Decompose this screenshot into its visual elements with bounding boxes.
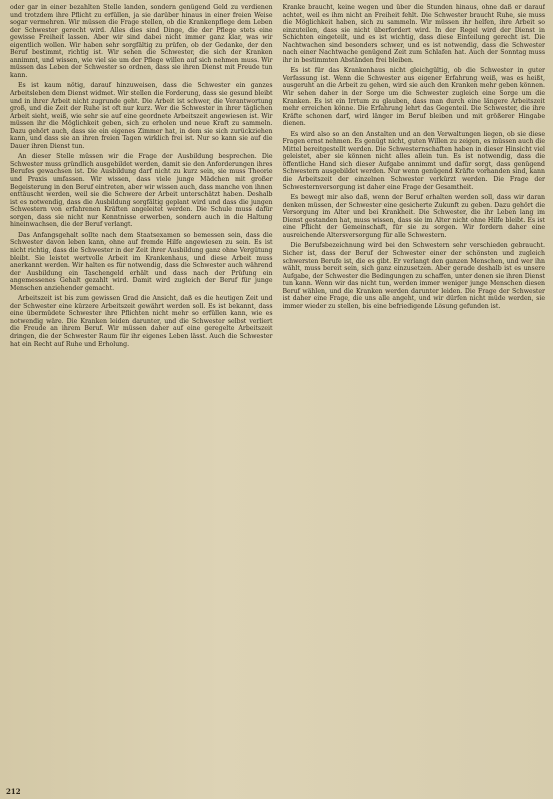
right-column bbox=[283, 4, 546, 784]
left-column bbox=[10, 4, 273, 784]
paragraph: Kranke braucht, keine wegen und über die Stunden hinaus, ohne daß er darauf achtet, weil es ihm nicht an Freiheit fehlt. Die Schwester braucht Ruhe, sie muss die Möglichkeit haben, sich zu sammeln. Wir müssen ihr helfen, ihre Arbeit so einzuteilen, dass sie nicht überfordert wird. In der Regel wird der Dienst in Schichten eingeteilt, und es ist wichtig, dass diese Einteilung gerecht ist. Die Nachtwachen sind besonders schwer, und es ist notwendig, dass die Schwester nach einer Nachtwache genügend Zeit zum Schlafen hat. Auch der Sonntag muss ihr in bestimmten Abständen frei bleiben. bbox=[282, 4, 545, 64]
paragraph: Arbeitszeit ist bis zum gewissen Grad die Ansicht, daß es die heutigen Zeit und der Schwester eine kürzere Arbeitszeit gewährt werden soll. Es ist bekannt, dass eine übermüdete Schwester ihre Pflichten nicht mehr so erfüllen kann, wie es notwendig wäre. Die Kranken leiden darunter, und die Schwester selbst verliert die Freude an ihrem Beruf. Wir müssen daher auf eine geregelte Arbeitszeit dringen, die der Schwester Raum für ihr eigenes Leben lässt. Auch die Schwester hat ein Recht auf Ruhe und Erholung. bbox=[10, 295, 273, 348]
paragraph: Das Anfangsgehalt sollte nach dem Staatsexamen so bemessen sein, dass die Schwester davon leben kann, ohne auf fremde Hilfe angewiesen zu sein. Es ist nicht richtig, dass die Schwester in der Zeit ihrer Ausbildung ganz ohne Vergütung bleibt. Sie leistet wertvolle Arbeit im Krankenhaus, und diese Arbeit muss anerkannt werden. Wir halten es für notwendig, dass die Schwester auch während der Ausbildung ein Taschengeld erhält und dass nach der Prüfung ein angemessenes Gehalt gezahlt wird. Damit wird zugleich der Beruf für junge Menschen anziehender gemacht. bbox=[10, 231, 273, 292]
paragraph: oder gar in einer bezahlten Stelle landen, sondern genügend Geld zu verdienen und trotzdem ihre Pflicht zu erfüllen, ja sie darüber hinaus in einer freien Weise sogar vermehren. Wir müssen die Frage stellen, ob die Krankenpflege dem Leben der Schwester gerecht wird. Alles dies sind Dinge, die der Pflege stets eine gewisse Freiheit lassen. Aber wir sind dabei nicht immer ganz klar, was wir eigentlich wollen. Wir haben sehr sorgfältig zu prüfen, ob der Gedanke, der den Beruf bestimmt, richtig ist. Wir sehen die Schwester, die sich der Kranken annimmt, und wissen, wie viel sie um der Pflege willen auf sich nehmen muss. Wir müssen das Leben der Schwester so ordnen, dass sie ihren Dienst mit Freude tun kann. bbox=[10, 4, 273, 79]
paragraph: Es wird also so an den Anstalten und an den Verwaltungen liegen, ob sie diese Fragen ernst nehmen. Es genügt nicht, guten Willen zu zeigen, es müssen auch die Mittel bereitgestellt werden. Die Schwesternschaften haben in dieser Hinsicht viel geleistet, aber sie können nicht alles allein tun. Es ist notwendig, dass die öffentliche Hand sich dieser Aufgabe annimmt und dafür sorgt, dass genügend Schwestern ausgebildet werden. Nur wenn genügend Kräfte vorhanden sind, kann die Arbeitszeit der einzelnen Schwester verkürzt werden. Die Frage der Schwesternversorgung ist daher eine Frage der Gesamtheit. bbox=[282, 130, 545, 191]
paragraph: Es bewegt mir also daß, wenn der Beruf erhalten werden soll, dass wir daran denken müssen, der Schwester eine gesicherte Zukunft zu geben. Dazu gehört die Versorgung im Alter und bei Krankheit. Die Schwester, die ihr Leben lang im Dienst gestanden hat, muss wissen, dass sie im Alter nicht ohne Hilfe bleibt. Es ist eine Pflicht der Gemeinschaft, für sie zu sorgen. Wir fordern daher eine ausreichende Altersversorgung für alle Schwestern. bbox=[282, 194, 545, 239]
paragraph: Die Berufsbezeichnung wird bei den Schwestern sehr verschieden gebraucht. Sicher ist, dass der Beruf der Schwester einer der schönsten und zugleich schwersten Berufe ist, die es gibt. Er verlangt den ganzen Menschen, und wer ihn wählt, muss bereit sein, sich ganz einzusetzen. Aber gerade deshalb ist es unsere Aufgabe, der Schwester die Bedingungen zu schaffen, unter denen sie ihren Dienst tun kann. Wenn wir das nicht tun, werden immer weniger junge Menschen diesen Beruf wählen, und die Kranken werden darunter leiden. Die Frage der Schwester ist daher eine Frage, die uns alle angeht, und wir dürfen nicht müde werden, sie immer wieder zu stellen, bis eine befriedigende Lösung gefunden ist. bbox=[282, 242, 545, 310]
text-columns bbox=[10, 4, 545, 784]
paragraph: Es ist für das Krankenhaus nicht gleichgültig, ob die Schwester in guter Verfassung ist. Wenn die Schwester aus eigener Erfahrung weiß, was es heißt, ausgeruht an die Arbeit zu gehen, wird sie auch den Kranken mehr geben können. Wir sehen daher in der Sorge um die Schwester zugleich eine Sorge um die Kranken. Es ist ein Irrtum zu glauben, dass man durch eine längere Arbeitszeit mehr erreichen könne. Die Erfahrung lehrt das Gegenteil. Die Schwester, die ihre Kräfte schonen darf, wird länger im Beruf bleiben und mit größerer Hingabe dienen. bbox=[282, 67, 545, 128]
page-number: 212 bbox=[6, 787, 21, 796]
paragraph: An dieser Stelle müssen wir die Frage der Ausbildung besprechen. Die Schwester muss gründlich ausgebildet werden, damit sie den Anforderungen ihres Berufes gewachsen ist. Die Ausbildung darf nicht zu kurz sein, sie muss Theorie und Praxis umfassen. Wir wissen, dass viele junge Mädchen mit großer Begeisterung in den Beruf eintreten, aber wir wissen auch, dass manche von ihnen enttäuscht werden, weil sie die Schwere der Arbeit unterschätzt haben. Deshalb ist es notwendig, dass die Ausbildung sorgfältig geplant wird und dass die jungen Schwestern von erfahrenen Kräften angeleitet werden. Die Schule muss dafür sorgen, dass sie nicht nur Kenntnisse erwerben, sondern auch in die Haltung hineinwachsen, die der Beruf verlangt. bbox=[10, 153, 273, 229]
paragraph: Es ist kaum nötig, darauf hinzuweisen, dass die Schwester ein ganzes Arbeitsleben dem Dienst widmet. Wir stellen die Forderung, dass sie gesund bleibt und in ihrer Arbeit nicht zugrunde geht. Die Arbeit ist schwer, die Verantwortung groß, und die Zeit der Ruhe ist oft nur kurz. Wer die Schwester in ihrer täglichen Arbeit sieht, weiß, wie sehr sie auf eine geordnete Arbeitszeit angewiesen ist. Wir müssen ihr die Möglichkeit geben, sich zu erholen und neue Kraft zu sammeln. Dazu gehört auch, dass sie ein eigenes Zimmer hat, in dem sie sich zurückziehen kann, und dass sie an ihren freien Tagen wirklich frei ist. Nur so kann sie auf die Dauer ihren Dienst tun. bbox=[10, 82, 273, 150]
